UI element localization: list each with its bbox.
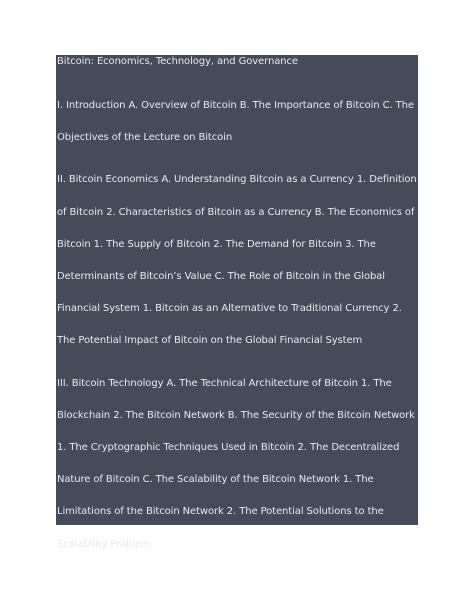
section-bitcoin-technology: III. Bitcoin Technology A. The Technical Architecture of Bitcoin 1. The Blockchain 2. The Bitcoin Network B. The Security of the Bitcoin Network 1. The Cryptographic Techniques Used in Bitcoin 2. The Decentralized Nature of Bitcoin C. The Scalability of the Bitcoin Network 1. The Limitations of the Bitcoin Network 2. The Potential Solutions to the Scalability Problem	[57, 377, 415, 550]
section-bitcoin-economics: II. Bitcoin Economics A. Understanding Bitcoin as a Currency 1. Definition of Bitcoin 2. Characteristics of Bitcoin as a Currency B. The Economics of Bitcoin 1. The Supply of Bitcoin 2. The Demand for Bitcoin 3. The Determinants of Bitcoin’s Value C. The Role of Bitcoin in the Global Financial System 1. Bitcoin as an Alternative to Traditional Currency 2. The Potential Impact of Bitcoin on the Global Financial System	[57, 174, 417, 347]
section-introduction: I. Introduction A. Overview of Bitcoin B. The Importance of Bitcoin C. The Objectives of the Lecture on Bitcoin	[57, 100, 414, 144]
document-title: Bitcoin: Economics, Technology, and Governance	[57, 56, 298, 67]
document-body	[57, 52, 419, 561]
